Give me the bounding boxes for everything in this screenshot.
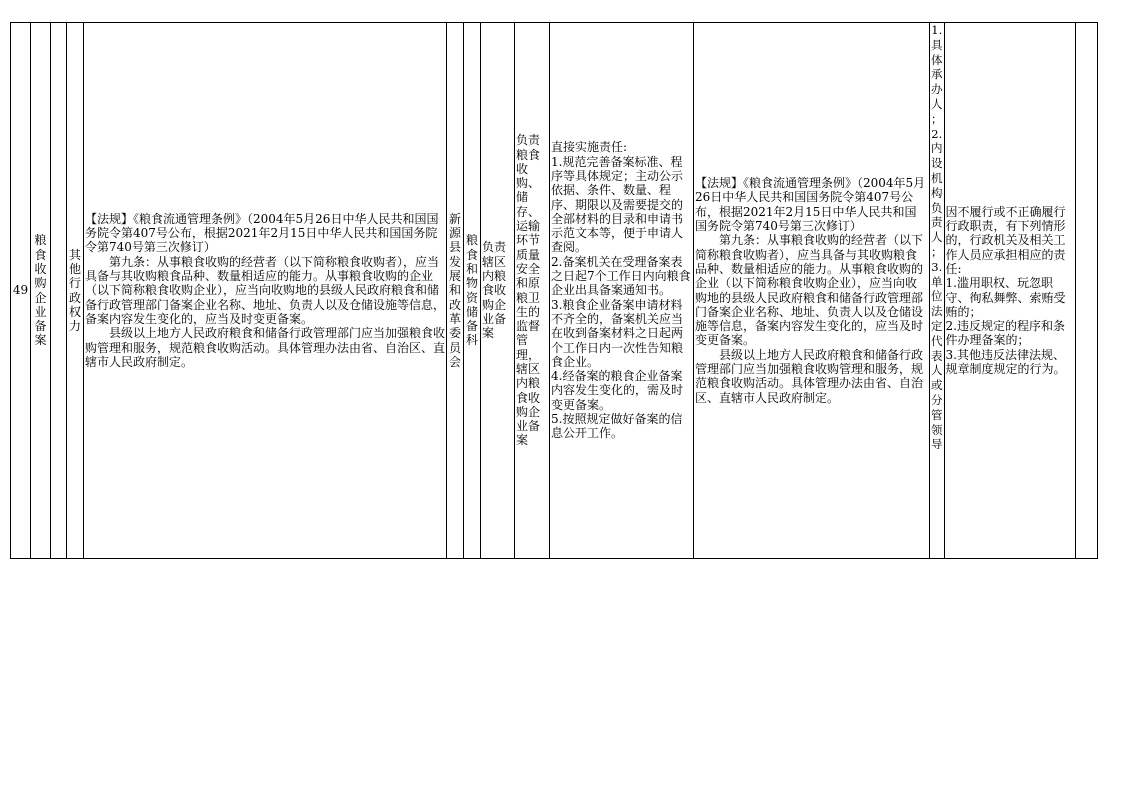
basis-title: 【法规】《粮食流通管理条例》（2004年5月26日中华人民共和国国务院令第407号公布，根据2021年2月15日中华人民共和国国务院令第740号第三次修订） [85,211,439,255]
remarks-cell [1075,23,1097,559]
supervision-text: 负责粮食收购、储存、运输环节质量安全和原粮卫生的监督管理，辖区内粮食收购企业备案 [516,133,541,448]
duty-list-table [10,22,1098,559]
table-row [11,23,1098,559]
direct-duty-item: 5.按照规定做好备案的信息公开工作。 [551,412,683,441]
direct-duty-item: 4.经备案的粮食企业备案内容发生变化的，需及时变更备案。 [551,369,684,412]
basis-article: 第九条：从事粮食收购的经营者（以下简称粮食收购者），应当具备与其收购粮食品种、数量相适应的能力。从事粮食收购的企业（以下简称粮食收购企业），应当向收购地的县级人民政府粮食和储备行政管理部门备案企业名称、地址、负责人以及仓储设施等信息，备案内容发生变化的，应当及时变更备案。 [85,254,446,326]
accountability-cell [944,23,1075,559]
category-cell [67,23,84,559]
row-index-cell [11,23,31,559]
legal-basis2-para2: 县级以上地方人民政府粮食和储备行政管理部门应当加强粮食收购管理和服务，规范粮食收购活动。具体管理办法由省、自治区、直辖市人民政府制定。 [695,347,924,405]
basis-para2: 县级以上地方人民政府粮食和储备行政管理部门应当加强粮食收购管理和服务，规范粮食收购活动。具体管理办法由省、自治区、直辖市人民政府制定。 [85,326,446,369]
accountability-text: 因不履行或不正确履行行政职责，有下列情形的，行政机关及相关工作人员应承担相应的责任: 1.滥用职权、玩忽职守、徇私舞弊、索贿受贿的； 2.违反规定的程序和条件办理备案的； 3.其他违反法律法规、规章制度规定的行为。 [945,204,1066,376]
department-cell [464,23,481,559]
item-name: 粮食收购企业备案 [34,233,47,348]
agency-name: 新源县发展和改革委员会 [448,211,461,369]
supervision-cell [515,23,550,559]
direct-duty-item: 3.粮食企业备案申请材料不齐全的，备案机关应当在收到备案材料之日起两个工作日内一次性告知粮食企业。 [551,297,684,369]
responsibility-desc-cell [481,23,515,559]
direct-duty-item: 1.规范完善备案标准、程序等具体规定；主动公示依据、条件、数量、程序、期限以及需要提交的全部材料的目录和申请书示范文本等，便于申请人查阅。 [551,154,684,255]
direct-duty-heading: 直接实施责任: [551,140,628,155]
item-name-cell [31,23,51,559]
sub-item-cell [51,23,67,559]
row-index: 49 [12,283,29,298]
agency-cell [447,23,464,559]
responsible-persons: 1.具体承办人；2.内设机构负责人；3.单位法定代表人或分管领导 [931,23,943,452]
direct-duty-item: 2.备案机关在受理备案表之日起7个工作日内向粮食企业出具备案通知书。 [551,254,691,298]
basis-cell [84,23,447,559]
responsibility-desc: 负责辖区内粮食收购企业备案 [482,240,507,341]
department-name: 粮食和物资储备科 [465,233,478,348]
legal-basis2-cell [694,23,930,559]
direct-duty-cell [550,23,694,559]
legal-basis2-article: 第九条：从事粮食收购的经营者（以下简称粮食收购者），应当具备与其收购粮食品种、数量相适应的能力。从事粮食收购的企业（以下简称粮食收购企业），应当向收购地的县级人民政府粮食和储备行政管理部门备案企业名称、地址、负责人以及仓储设施等信息，备案内容发生变化的，应当及时变更备案。 [695,233,924,348]
legal-basis2-title: 【法规】《粮食流通管理条例》（2004年5月26日中华人民共和国国务院令第407号公布，根据2021年2月15日中华人民共和国国务院令第740号第三次修订） [695,176,926,234]
power-category: 其他行政权力 [68,247,81,334]
responsible-persons-cell [930,23,945,559]
